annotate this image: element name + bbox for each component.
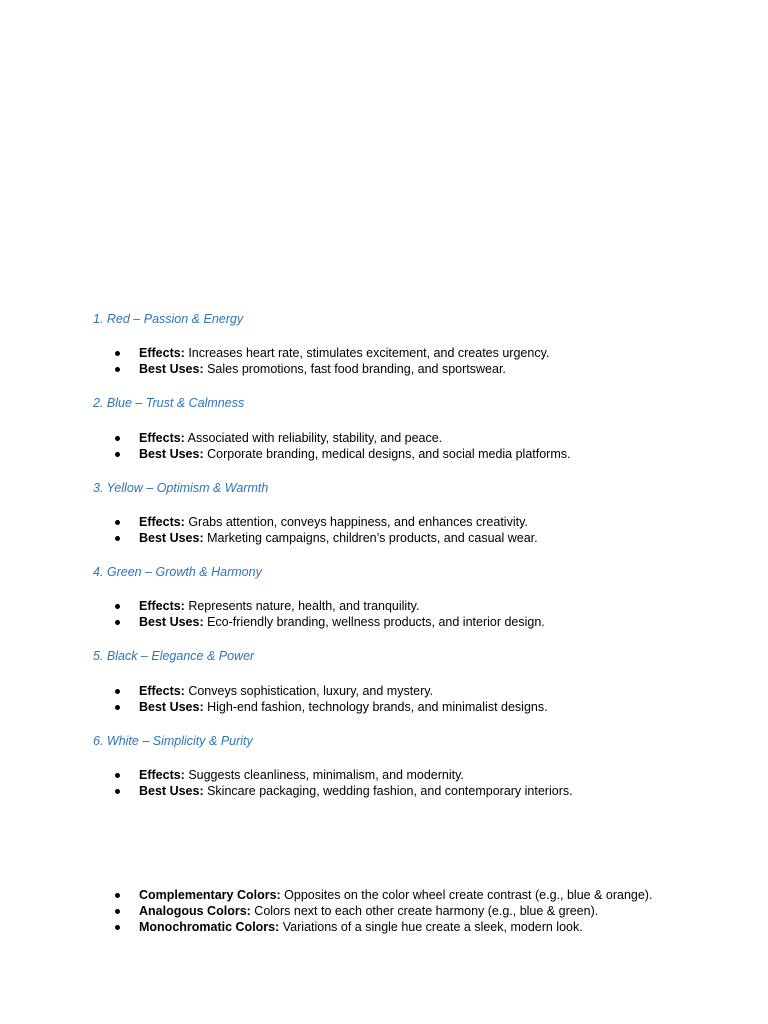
section-heading-yellow: 3. Yellow – Optimism & Warmth [93,481,269,495]
list-item [0,361,549,377]
list-item [0,446,570,462]
item-label: Best Uses: [139,784,204,798]
item-text: Sales promotions, fast food branding, and sportswear. [203,362,506,376]
list-item [0,530,538,546]
bullet-icon [115,520,120,525]
list-item [0,683,548,699]
bullet-icon [115,705,120,710]
section-heading-black: 5. Black – Elegance & Power [93,649,255,663]
item-text: Variations of a single hue create a sleek, modern look. [279,920,583,934]
section-list-yellow [0,514,538,546]
item-text: Conveys sophistication, luxury, and mystery. [184,684,434,698]
item-label: Best Uses: [139,700,204,714]
bullet-icon [115,604,120,609]
list-item [0,514,538,530]
item-label: Analogous Colors: [139,904,251,918]
section-heading-green: 4. Green – Growth & Harmony [93,565,262,579]
item-text: Marketing campaigns, children’s products, and casual wear. [203,531,538,545]
item-text: Associated with reliability, stability, and peace. [184,431,443,445]
list-item [0,919,652,935]
item-text: Grabs attention, conveys happiness, and enhances creativity. [184,515,528,529]
item-label: Best Uses: [139,447,204,461]
section-list-blue [0,430,570,462]
section-list-green [0,598,545,630]
item-text: Skincare packaging, wedding fashion, and contemporary interiors. [203,784,573,798]
bullet-icon [115,689,120,694]
list-item [0,783,573,799]
item-label: Effects: [139,768,185,782]
item-text: Increases heart rate, stimulates excitement, and creates urgency. [184,346,550,360]
bullet-icon [115,893,120,898]
section-list-black [0,683,548,715]
section-heading-white: 6. White – Simplicity & Purity [93,734,253,748]
list-item [0,887,652,903]
item-text: Opposites on the color wheel create contrast (e.g., blue & orange). [280,888,653,902]
list-item [0,430,570,446]
item-label: Effects: [139,431,185,445]
bullet-icon [115,452,120,457]
item-label: Effects: [139,684,185,698]
item-label: Best Uses: [139,362,204,376]
bullet-icon [115,620,120,625]
item-text: Suggests cleanliness, minimalism, and modernity. [184,768,464,782]
list-item [0,614,545,630]
bullet-icon [115,909,120,914]
bullet-icon [115,536,120,541]
item-text: Corporate branding, medical designs, and social media platforms. [203,447,571,461]
bullet-icon [115,789,120,794]
item-label: Best Uses: [139,615,204,629]
item-label: Best Uses: [139,531,204,545]
list-item [0,345,549,361]
color-combinations-list [0,887,652,935]
item-text: Represents nature, health, and tranquility. [184,599,420,613]
bullet-icon [115,436,120,441]
section-list-red [0,345,549,377]
bullet-icon [115,925,120,930]
item-label: Effects: [139,599,185,613]
list-item [0,903,652,919]
item-label: Complementary Colors: [139,888,281,902]
bullet-icon [115,367,120,372]
section-list-white [0,767,573,799]
bullet-icon [115,773,120,778]
item-label: Effects: [139,346,185,360]
list-item [0,767,573,783]
bullet-icon [115,351,120,356]
item-label: Effects: [139,515,185,529]
section-heading-blue: 2. Blue – Trust & Calmness [93,396,245,410]
list-item [0,598,545,614]
item-text: High-end fashion, technology brands, and minimalist designs. [203,700,548,714]
item-text: Colors next to each other create harmony (e.g., blue & green). [250,904,599,918]
list-item [0,699,548,715]
section-heading-red: 1. Red – Passion & Energy [93,312,244,326]
item-label: Monochromatic Colors: [139,920,280,934]
item-text: Eco-friendly branding, wellness products, and interior design. [203,615,545,629]
